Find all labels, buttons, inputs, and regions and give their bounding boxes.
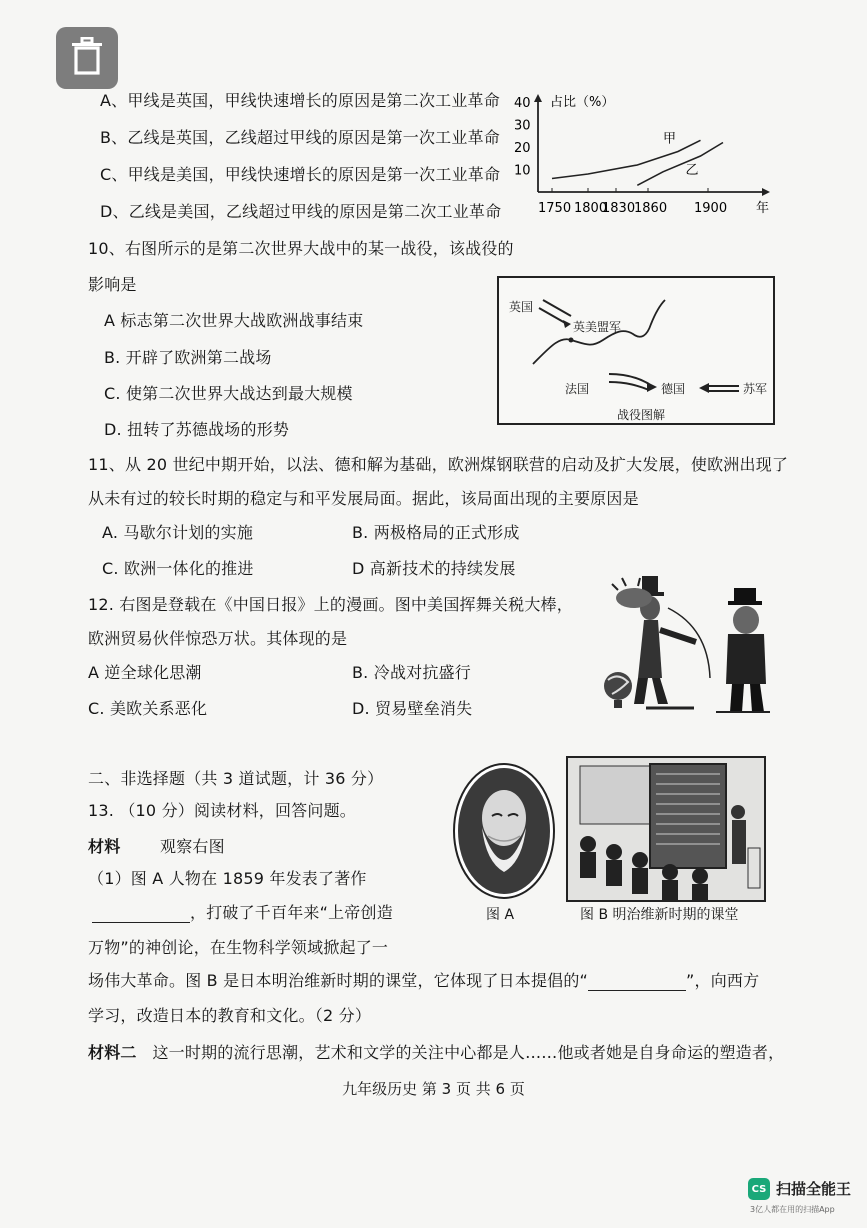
y-tick-label: 30: [514, 118, 531, 134]
q10-stem-cont: 影响是: [88, 275, 137, 294]
map-label-france: 法国: [565, 382, 590, 396]
q11-option-a: A. 马歇尔计划的实施: [102, 523, 254, 542]
q12-stem: 12. 右图是登载在《中国日报》上的漫画。图中美国挥舞关税大棒，: [88, 595, 573, 614]
q13-sub1-line5: 学习，改造日本的教育和文化。（2 分）: [88, 1006, 372, 1025]
q10-option-c: C. 使第二次世界大战达到最大规模: [104, 384, 353, 403]
q10-option-b: B. 开辟了欧洲第二战场: [104, 348, 272, 367]
q12-stem-cont: 欧洲贸易伙伴惊恐万状。其体现的是: [88, 629, 348, 648]
map-label-uk: 英国: [509, 300, 534, 314]
q11-stem: 11、从 20 世纪中期开始，以法、德和解为基础，欧洲煤钢联营的启动及扩大发展，使欧洲出现了: [88, 455, 789, 474]
q10-stem: 10、右图所示的是第二次世界大战中的某一战役，该战役的: [88, 239, 514, 258]
delete-button[interactable]: [56, 27, 118, 89]
q13-stem: 13. （10 分）阅读材料，回答问题。: [88, 801, 356, 820]
q12-option-b: B. 冷战对抗盛行: [352, 663, 471, 682]
q11-option-c: C. 欧洲一体化的推进: [102, 559, 254, 578]
x-tick-label: 1750: [538, 201, 572, 216]
battle-map: [497, 276, 775, 425]
series-jia-line: [552, 140, 701, 178]
map-caption: 战役图解: [617, 408, 666, 422]
q11-option-d: D 高新技术的持续发展: [352, 559, 516, 578]
figure-b-classroom: [566, 756, 766, 902]
camscanner-tagline: 3亿人都在用的扫描App: [750, 1205, 835, 1214]
y-tick-label: 10: [514, 163, 531, 179]
y-axis-label: 占比（%）: [550, 95, 615, 110]
figure-a-caption: 图 A: [486, 907, 515, 923]
q13-sub1-line3: 万物”的神创论，在生物科学领域掀起了一: [88, 938, 389, 957]
x-axis-arrow: [762, 188, 770, 196]
q13-sub1-line4: 场伟大革命。图 B 是日本明治维新时期的课堂，它体现了日本提倡的“ ”，向西方: [88, 971, 760, 990]
map-label-soviet: 苏军: [743, 382, 768, 396]
answer-blank-2[interactable]: [588, 974, 686, 991]
industrial-share-chart: [512, 88, 782, 228]
section-two-heading: 二、非选择题（共 3 道试题，计 36 分）: [88, 769, 384, 788]
q10-option-d: D. 扭转了苏德战场的形势: [104, 420, 290, 439]
series-jia-label: 甲: [663, 131, 677, 147]
q12-option-a: A 逆全球化思潮: [88, 663, 202, 682]
y-tick-label: 40: [514, 96, 531, 111]
q9-option-c: C、甲线是美国，甲线快速增长的原因是第一次工业革命: [100, 165, 501, 184]
x-axis-unit: 年: [756, 201, 770, 216]
q13-sub1-line2: ，打破了千百年来“上帝创造: [92, 900, 393, 923]
q11-option-b: B. 两极格局的正式形成: [352, 523, 520, 542]
x-tick-label: 1900: [694, 201, 728, 216]
battle-map-drawing: [499, 278, 773, 423]
tariff-cartoon-image: [598, 568, 778, 728]
q9-option-d: D、乙线是美国，乙线超过甲线的原因是第二次工业革命: [100, 202, 502, 221]
figure-b-caption: 图 B 明治维新时期的课堂: [580, 907, 739, 923]
q11-stem-cont: 从未有过的较长时期的稳定与和平发展局面。据此，该局面出现的主要原因是: [88, 489, 639, 508]
figure-a-portrait: [452, 762, 556, 900]
q9-option-b: B、乙线是英国，乙线超过甲线的原因是第一次工业革命: [100, 128, 500, 147]
map-label-allies: 英美盟军: [573, 320, 622, 334]
camscanner-brand: 扫描全能王: [776, 1180, 852, 1198]
arrow-left-icon: [699, 383, 709, 393]
q12-option-c: C. 美欧关系恶化: [88, 699, 208, 718]
q10-option-a: A 标志第二次世界大战欧洲战事结束: [104, 311, 364, 330]
material-two-text: 材料二 这一时期的流行思潮，艺术和文学的关注中心都是人……他或者她是自身命运的塑造者，: [88, 1043, 785, 1062]
series-yi-label: 乙: [685, 163, 699, 178]
map-label-germany: 德国: [661, 382, 686, 396]
y-tick-labels: [514, 96, 531, 179]
trash-icon: [70, 37, 104, 79]
x-tick-label: 1800: [574, 201, 608, 216]
material-note: 观察右图: [160, 837, 225, 856]
x-tick-label: 1860: [634, 201, 668, 216]
camscanner-logo: CS: [748, 1178, 770, 1200]
q9-option-a: A、甲线是英国，甲线快速增长的原因是第二次工业革命: [100, 91, 500, 110]
y-axis-arrow: [534, 94, 542, 102]
y-tick-label: 20: [514, 141, 531, 156]
series-yi-line: [637, 143, 723, 186]
arrow-right-icon: [647, 382, 657, 392]
q12-option-d: D. 贸易壁垒消失: [352, 699, 473, 718]
answer-blank-1[interactable]: [92, 906, 190, 923]
q13-sub1-line1: （1）图 A 人物在 1859 年发表了著作: [88, 869, 367, 888]
page-footer: 九年级历史 第 3 页 共 6 页: [342, 1080, 525, 1098]
material-label: 材料: [88, 837, 121, 856]
x-tick-label: 1830: [602, 201, 636, 216]
